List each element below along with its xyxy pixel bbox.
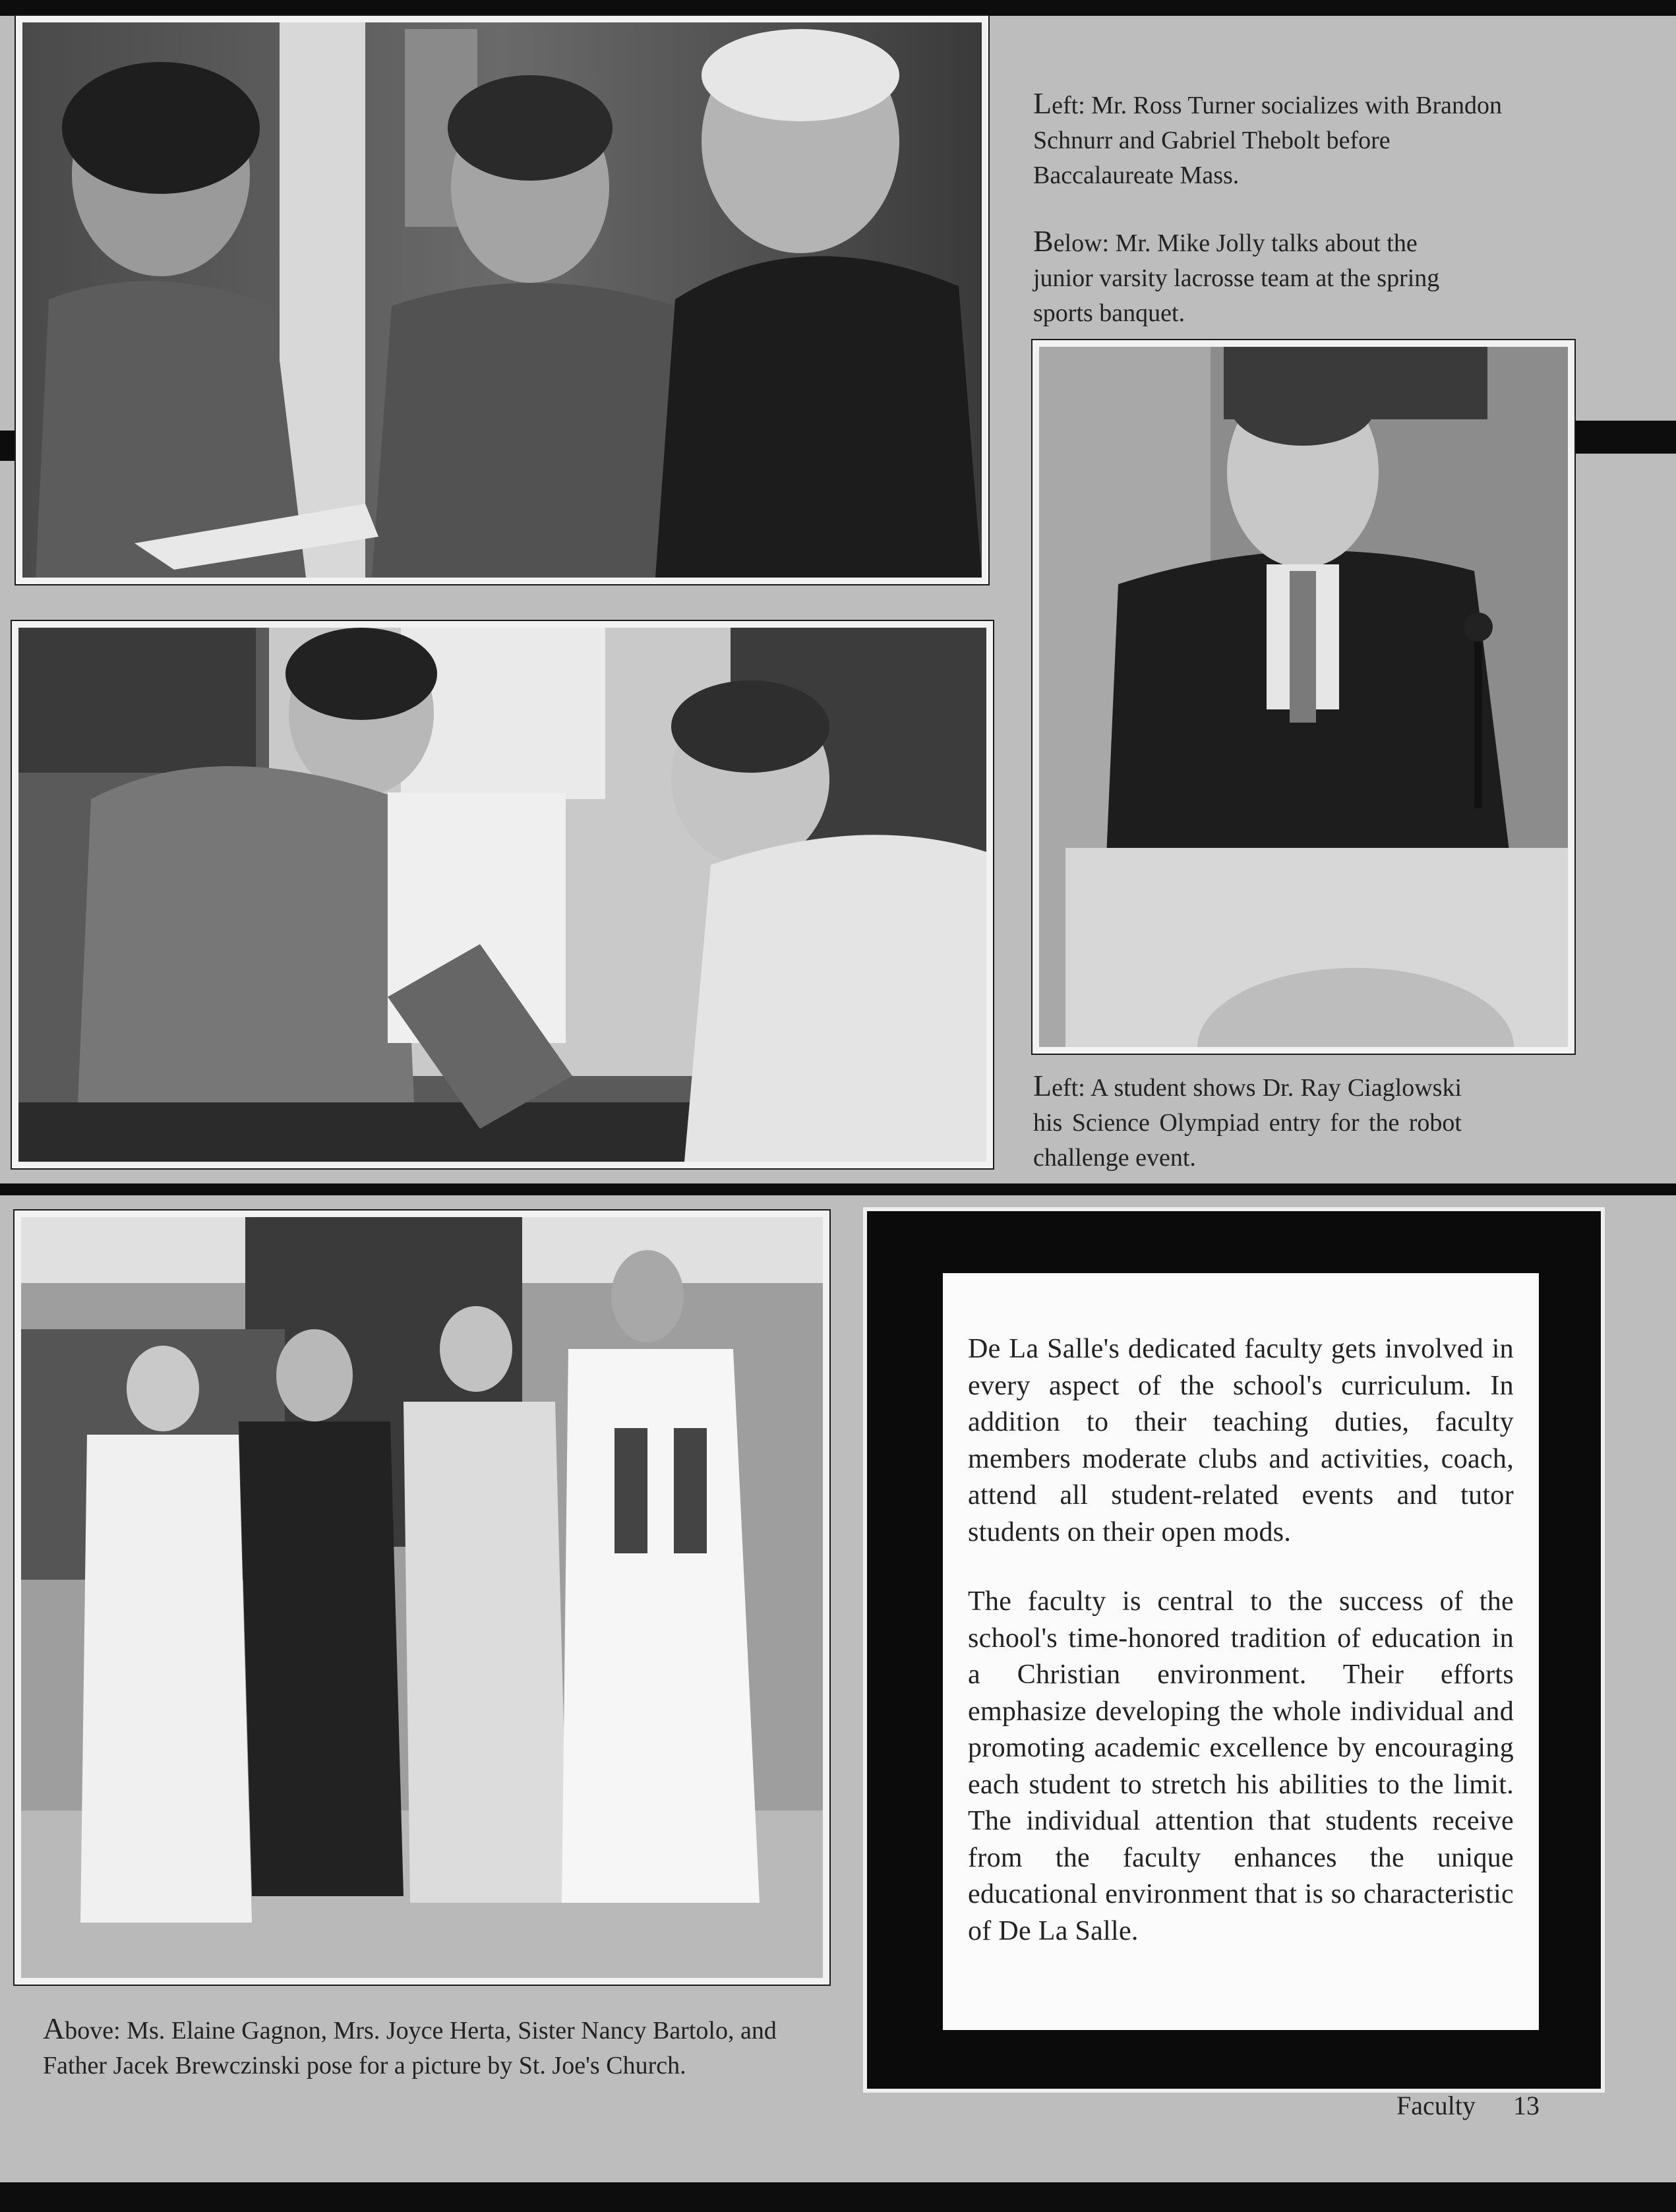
photo-baccalaureate	[16, 16, 988, 584]
photo-faculty-group	[15, 1211, 829, 1985]
photo-science-olympiad	[12, 621, 993, 1168]
caption-lead-letter: B	[1033, 224, 1054, 258]
caption-ross-turner	[1033, 86, 1514, 193]
body-paragraph-2: The faculty is central to the success of the school's time-honored tradition of education in a Christian environment. Their efforts emphasize developing the whole individual and promoting academic excellence by encouraging each student to stretch his abilities to the limit. The individual attention that students receive from the faculty enhances the unique educational environment that is so characteristic of De La Salle.	[968, 1586, 1514, 1946]
faculty-text-inner	[943, 1273, 1539, 2030]
caption-text: elow: Mr. Mike Jolly talks about the junior varsity lacrosse team at the spring sports banquet.	[1033, 229, 1440, 327]
caption-lead-letter: L	[1033, 86, 1052, 120]
bottom-band	[0, 2182, 1676, 2212]
footer-page-number: 13	[1513, 2091, 1540, 2120]
middle-band	[0, 1183, 1676, 1195]
body-paragraph-1: De La Salle's dedicated faculty gets involved in every aspect of the school's curriculum. In addition to their teaching duties, faculty members moderate clubs and activities, coach, attend all student-related events and tutor students on their open mods.	[968, 1334, 1514, 1547]
footer-section-name: Faculty	[1396, 2091, 1476, 2120]
caption-text: eft: Mr. Ross Turner socializes with Brandon Schnurr and Gabriel Thebolt before Baccalaureate Mass.	[1033, 92, 1503, 189]
caption-lead-letter: A	[43, 2012, 65, 2045]
photo-lacrosse-banquet	[1033, 340, 1574, 1054]
caption-science-olympiad	[1033, 1068, 1462, 1176]
caption-faculty-group	[43, 2011, 821, 2083]
caption-text: bove: Ms. Elaine Gagnon, Mrs. Joyce Herta, Sister Nancy Bartolo, and Father Jacek Brewczinski pose for a picture by St. Joe's Church.	[43, 2017, 777, 2079]
right-band-upper	[1574, 421, 1676, 454]
faculty-text-panel	[863, 1207, 1605, 2093]
caption-text: eft: A student shows Dr. Ray Ciaglowski his Science Olympiad entry for the robot challenge event.	[1033, 1074, 1462, 1172]
caption-mike-jolly	[1033, 224, 1462, 331]
caption-lead-letter: L	[1033, 1069, 1052, 1102]
top-band	[0, 0, 1676, 16]
